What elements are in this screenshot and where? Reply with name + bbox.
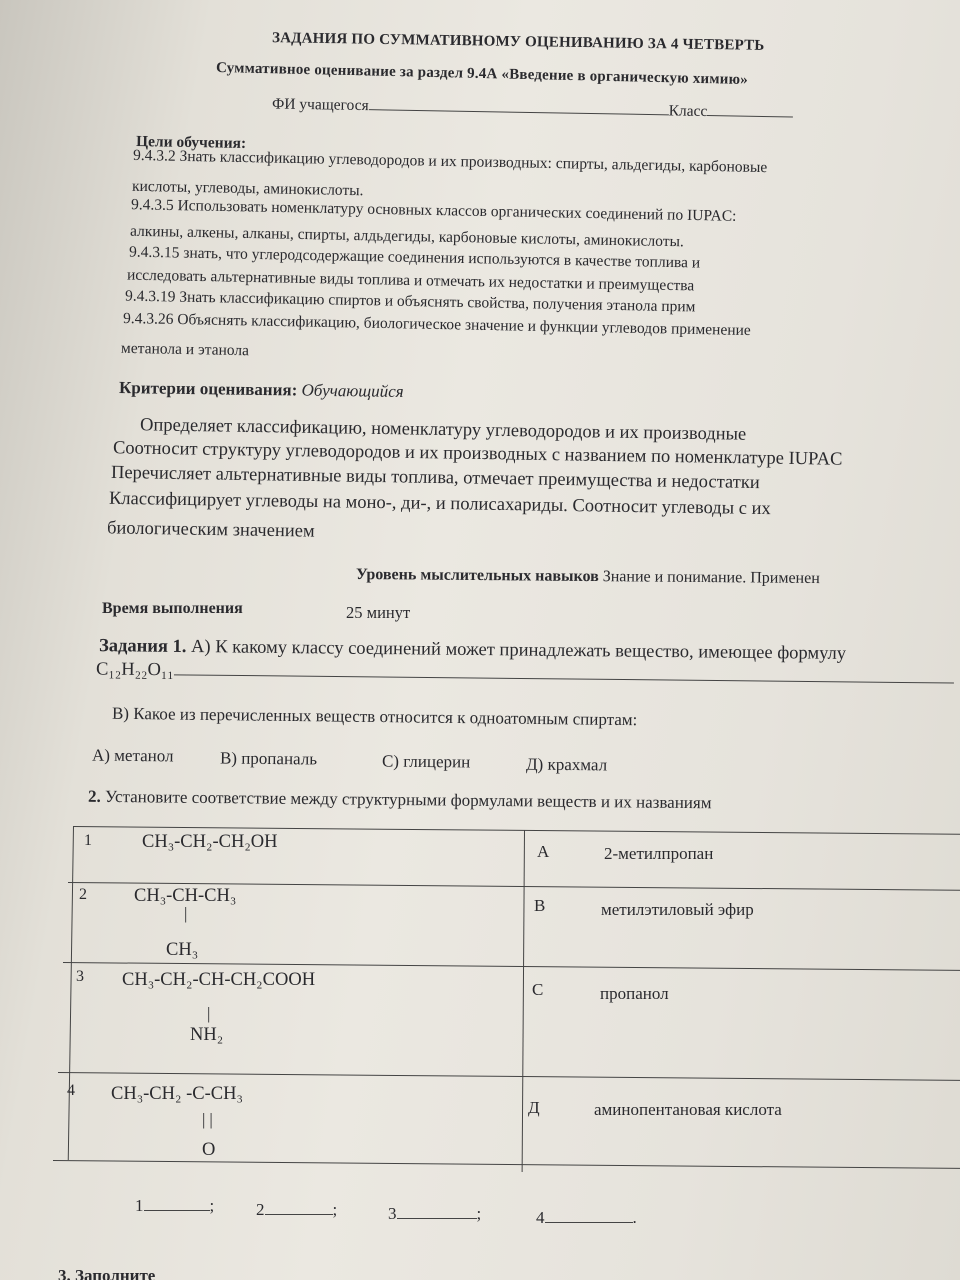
structural-formula: CH₃-CH-CH₃: [134, 886, 237, 906]
answer-separator: ;: [332, 1200, 338, 1219]
option-letter: В: [534, 896, 546, 915]
goal-line: 9.4.3.26 Объяснять классификацию, биологическое значение и функции углеводов применение: [122, 309, 751, 340]
task2-question-text: Установите соответствие между структурными формулами веществ и их названиям: [104, 786, 712, 813]
task1-option: С) глицерин: [381, 751, 471, 772]
table-border-left: [68, 826, 74, 1160]
option-letter: А: [537, 842, 550, 861]
answer-blank-3[interactable]: [388, 1204, 481, 1224]
answer-separator: .: [632, 1208, 637, 1227]
answer-line[interactable]: [265, 1214, 333, 1215]
row-number: 3: [76, 968, 84, 985]
goal-line: 9.4.3.15 знать, что углеродсодержащие соединения используются в качестве топлива и: [128, 243, 701, 272]
answer-separator: ;: [476, 1204, 482, 1223]
task1-question-a-text: А) К какому классу соединений может принадлежать вещество, имеющее формулу: [190, 637, 847, 664]
table-column-divider: [522, 830, 525, 1172]
student-name-line: [369, 109, 669, 115]
criteria-line: Классифицирует углеводы на моно-, ди-, и полисахариды. Соотносит углеводы с их: [108, 488, 771, 520]
criteria-line: Определяет классификацию, номенклатуру углеводородов и их производные: [139, 415, 747, 445]
goal-line: алкины, алкены, алканы, спирты, алдьдегиды, карбоновые кислоты, аминокислоты.: [129, 222, 685, 251]
task1-option: А) метанол: [91, 745, 174, 766]
answer-blank-1[interactable]: [135, 1196, 214, 1216]
row-number: 1: [84, 832, 92, 849]
answer-line[interactable]: [144, 1210, 210, 1211]
answer-number: 3: [388, 1204, 397, 1223]
task2-label: 2.: [87, 786, 101, 806]
answer-number: 4: [536, 1208, 545, 1227]
answer-blank-4[interactable]: [536, 1208, 637, 1228]
compound-name: пропанол: [600, 984, 669, 1003]
task1-option: В) пропаналь: [219, 748, 318, 769]
answer-line[interactable]: [545, 1222, 633, 1223]
page-subtitle: Суммативное оценивание за раздел 9.4А «Введение в органическую химию»: [215, 59, 749, 89]
task2-question: [88, 787, 712, 814]
row-number: 4: [67, 1082, 75, 1099]
answer-blank-2[interactable]: [256, 1200, 337, 1220]
student-label: ФИ учащегося: [271, 95, 369, 115]
table-row-divider: [58, 1072, 960, 1081]
class-line: [707, 115, 793, 118]
structural-formula: CH₃-CH₂-CH₂OH: [142, 832, 278, 852]
task1-formula: C₁₂H₂₂O₁₁: [95, 659, 174, 681]
task1-label: Задания 1.: [98, 636, 187, 658]
compound-name: аминопентановая кислота: [594, 1100, 782, 1119]
criteria-heading-label: Критерии оценивания:: [118, 378, 298, 400]
substituent: NH₂: [190, 1025, 224, 1045]
goal-line: исследовать альтернативные виды топлива и отмечать их недостатки и преимущества: [126, 266, 695, 295]
time-value: 25 минут: [346, 603, 411, 622]
compound-name: метилэтиловый эфир: [601, 900, 754, 919]
criteria-heading: [119, 378, 404, 402]
answer-separator: ;: [209, 1196, 215, 1215]
task1-question-b: В) Какое из перечисленных веществ относится к одноатомным спиртам:: [111, 703, 638, 730]
goal-line: 9.4.3.2 Знать классификацию углеводородов и их производных: спирты, альдегиды, карбоновые: [132, 146, 768, 177]
task1-option: Д) крахмал: [525, 754, 608, 775]
criteria-line: Соотносит структуру углеводородов и их производных с названием по номенклатуре IUPAC: [112, 438, 843, 470]
time-label: Время выполнения: [102, 600, 243, 617]
criteria-line: биологическим значением: [106, 518, 315, 542]
row-number: 2: [79, 886, 87, 903]
table-border-bottom: [53, 1160, 960, 1169]
option-letter: Д: [528, 1098, 540, 1117]
class-label: Класс: [668, 102, 708, 121]
next-task-partial: 3. Заполните: [58, 1266, 156, 1280]
thinking-level-value: Знание и понимание. Применен: [602, 568, 820, 588]
bond-line: ||: [202, 1110, 217, 1129]
criteria-heading-sub: Обучающийся: [301, 380, 404, 401]
goal-line: 9.4.3.19 Знать классификацию спиртов и объяснять свойства, получения этанола прим: [124, 287, 696, 316]
compound-name: 2-метилпропан: [604, 844, 714, 863]
page-title: ЗАДАНИЯ ПО СУММАТИВНОМУ ОЦЕНИВАНИЮ ЗА 4 ЧЕТВЕРТЬ: [271, 30, 765, 54]
thinking-level-label: Уровень мыслительных навыков: [355, 565, 599, 586]
criteria-line: Перечисляет альтернативные виды топлива, отмечает преимущества и недостатки: [110, 462, 760, 494]
bond-line: |: [184, 904, 188, 923]
structural-formula: CH₃-CH₂ -C-CH₃: [111, 1084, 243, 1104]
goals-heading: Цели обучения:: [135, 133, 247, 152]
substituent: O: [202, 1140, 216, 1160]
answer-number: 2: [256, 1200, 265, 1219]
goal-line: кислоты, углеводы, аминокислоты.: [131, 177, 364, 200]
answer-line[interactable]: [397, 1218, 477, 1219]
student-name-field: [272, 95, 794, 122]
bond-line: |: [207, 1004, 211, 1023]
task1-answer-line[interactable]: [174, 674, 954, 683]
thinking-level: [356, 566, 820, 588]
goal-line: 9.4.3.5 Использовать номенклатуру основных классов органических соединений по IUPAC:: [130, 196, 737, 225]
substituent: CH₃: [166, 940, 199, 960]
structural-formula: CH₃-CH₂-CH-CH₂COOH: [122, 970, 316, 990]
goal-line: метанола и этанола: [120, 339, 250, 360]
answer-number: 1: [135, 1196, 144, 1215]
option-letter: С: [532, 980, 544, 999]
